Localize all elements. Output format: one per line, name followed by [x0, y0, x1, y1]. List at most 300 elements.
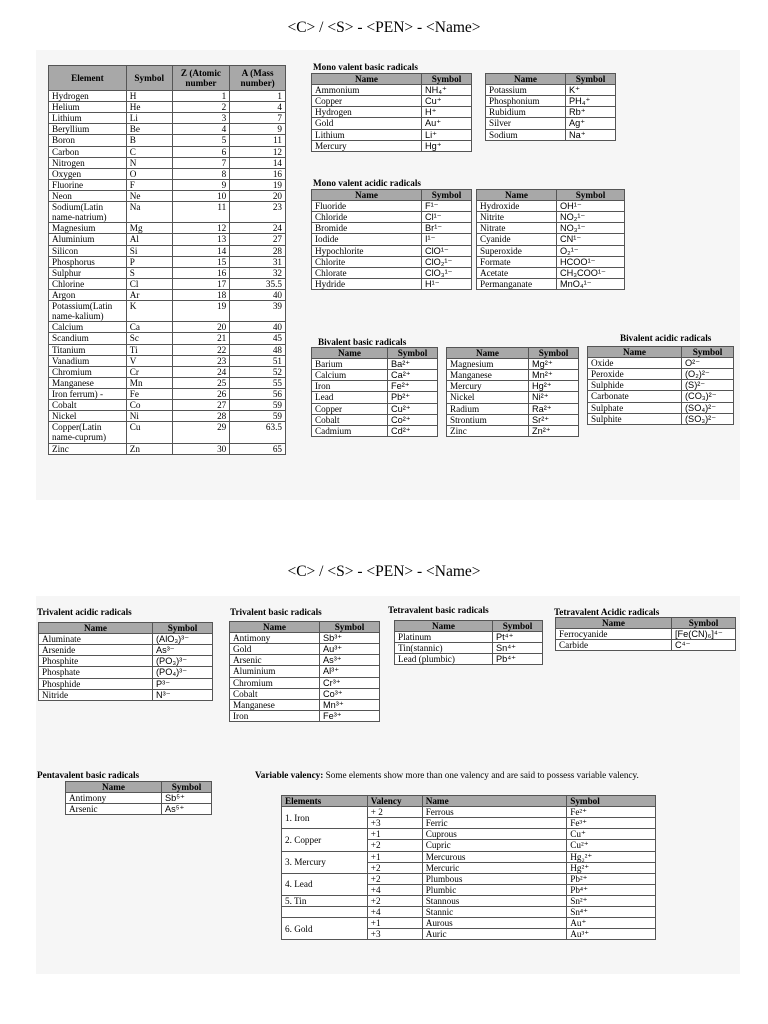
radical-symbol: HCOO¹⁻	[557, 256, 625, 267]
variable-valency-text: Some elements show more than one valency and are said to possess variable valency.	[325, 770, 639, 780]
table-row	[230, 655, 380, 666]
col-symbol: Symbol	[672, 618, 736, 629]
col-symbol: Symbol	[422, 74, 472, 85]
table-row	[282, 829, 656, 840]
atomic-number: 24	[172, 366, 230, 377]
radical-symbol: NH₄⁺	[422, 85, 472, 96]
element-symbol: Cu	[126, 422, 172, 443]
radical-symbol: [Fe(CN)₆]⁴⁻	[672, 629, 736, 640]
tetra-basic-table	[394, 620, 543, 665]
radical-symbol: Hg²⁺	[529, 381, 579, 392]
table-row	[588, 402, 734, 413]
atomic-number: 26	[172, 388, 230, 399]
mass-number: 63.5	[230, 422, 286, 443]
table-row	[312, 267, 472, 278]
title-mono-basic: Mono valent basic radicals	[313, 62, 418, 72]
table-row	[312, 403, 438, 414]
radical-name: Calcium	[312, 370, 388, 381]
vv-name: Mercuric	[422, 862, 567, 873]
mass-number: 12	[230, 146, 286, 157]
table-row	[49, 146, 286, 157]
radical-name: Arsenide	[39, 645, 153, 656]
table-row	[49, 344, 286, 355]
vv-valency: +2	[367, 840, 422, 851]
table-row	[39, 656, 213, 667]
vv-name: Plumbous	[422, 873, 567, 884]
radical-name: Iron	[312, 381, 388, 392]
table-row	[477, 212, 625, 223]
radical-name: Peroxide	[588, 369, 682, 380]
atomic-number: 17	[172, 278, 230, 289]
table-row	[556, 629, 736, 640]
radical-symbol: O²⁻	[682, 358, 734, 369]
atomic-number: 18	[172, 289, 230, 300]
table-row	[486, 118, 616, 129]
table-row	[312, 278, 472, 289]
radical-symbol: Cl¹⁻	[422, 212, 472, 223]
table-row	[49, 400, 286, 411]
radical-name: Nitride	[39, 689, 153, 700]
table-row	[312, 381, 438, 392]
vv-name: Ferrous	[422, 807, 567, 818]
penta-basic-table	[65, 781, 212, 815]
radical-name: Antimony	[66, 793, 162, 804]
table-row	[230, 710, 380, 721]
radical-symbol: Co²⁺	[388, 414, 438, 425]
table-row	[477, 223, 625, 234]
table-row	[230, 666, 380, 677]
table-row	[395, 632, 543, 643]
radical-symbol: NO₂¹⁻	[557, 212, 625, 223]
mass-number: 56	[230, 388, 286, 399]
radical-symbol: (SO₃)²⁻	[682, 413, 734, 424]
radical-symbol: O₂¹⁻	[557, 245, 625, 256]
col-name: Name	[395, 621, 493, 632]
col-name: Name	[312, 74, 422, 85]
atomic-number: 3	[172, 113, 230, 124]
col-name: Name	[556, 618, 672, 629]
mass-number: 28	[230, 245, 286, 256]
element-name: Carbon	[49, 146, 127, 157]
col-name: Name	[477, 190, 557, 201]
table-row	[486, 129, 616, 140]
atomic-number: 5	[172, 135, 230, 146]
vv-symbol: Au³⁺	[567, 929, 656, 940]
mass-number: 19	[230, 179, 286, 190]
table-row	[49, 102, 286, 113]
radical-name: Mercury	[447, 381, 529, 392]
radical-name: Ferrocyanide	[556, 629, 672, 640]
col-name: Name	[588, 347, 682, 358]
element-symbol: B	[126, 135, 172, 146]
element-symbol: O	[126, 168, 172, 179]
radical-symbol: Co³⁺	[320, 688, 380, 699]
table-row	[477, 278, 625, 289]
table-row	[230, 633, 380, 644]
radical-symbol: Cu²⁺	[388, 403, 438, 414]
table-row	[282, 807, 656, 818]
radical-name: Silver	[486, 118, 566, 129]
element-name: Neon	[49, 190, 127, 201]
table-row	[312, 129, 472, 140]
element-symbol: Ni	[126, 411, 172, 422]
mass-number: 40	[230, 289, 286, 300]
table-row	[588, 391, 734, 402]
element-symbol: Co	[126, 400, 172, 411]
radical-name: Antimony	[230, 633, 320, 644]
table-row	[49, 179, 286, 190]
radical-name: Platinum	[395, 632, 493, 643]
atomic-number: 6	[172, 146, 230, 157]
element-name: Chromium	[49, 366, 127, 377]
radical-name: Acetate	[477, 267, 557, 278]
radical-name: Hydrogen	[312, 107, 422, 118]
element-symbol: F	[126, 179, 172, 190]
bi-acidic-table	[587, 346, 734, 425]
radical-name: Phosphonium	[486, 96, 566, 107]
vv-valency: +3	[367, 818, 422, 829]
mass-number: 51	[230, 355, 286, 366]
element-name: Potassium(Latin name-kalium)	[49, 301, 127, 322]
radical-name: Chromium	[230, 677, 320, 688]
vv-col-name: Name	[422, 796, 567, 807]
table-row	[230, 644, 380, 655]
table-row	[39, 634, 213, 645]
mono-basic-table-1	[311, 73, 472, 152]
radical-name: Strontium	[447, 414, 529, 425]
element-symbol: Mn	[126, 377, 172, 388]
radical-symbol: Na⁺	[566, 129, 616, 140]
mass-number: 59	[230, 400, 286, 411]
table-row	[49, 223, 286, 234]
vv-symbol: Hg²⁺	[567, 862, 656, 873]
radical-name: Nitrite	[477, 212, 557, 223]
radical-name: Cadmium	[312, 425, 388, 436]
vv-name: Ferric	[422, 818, 567, 829]
vv-element: 4. Lead	[282, 873, 368, 895]
variable-valency-table	[281, 795, 656, 940]
col-symbol: Symbol	[682, 347, 734, 358]
table-row	[312, 118, 472, 129]
table-row	[49, 91, 286, 102]
col-name: Name	[312, 190, 422, 201]
table-row	[486, 85, 616, 96]
radical-name: Mercury	[312, 140, 422, 151]
table-row	[49, 113, 286, 124]
radical-name: Cyanide	[477, 234, 557, 245]
mass-number: 48	[230, 344, 286, 355]
radical-symbol: Cd²⁺	[388, 425, 438, 436]
radical-symbol: (PO₄)³⁻	[153, 667, 213, 678]
table-row	[312, 234, 472, 245]
table-row	[49, 322, 286, 333]
col-symbol: Symbol	[493, 621, 543, 632]
radical-name: Manganese	[447, 370, 529, 381]
radical-symbol: Rb⁺	[566, 107, 616, 118]
table-row	[486, 107, 616, 118]
radical-symbol: As³⁻	[153, 645, 213, 656]
bi-basic-table-1	[311, 347, 438, 437]
mass-number: 16	[230, 168, 286, 179]
mass-number: 27	[230, 234, 286, 245]
radical-name: Chlorite	[312, 256, 422, 267]
radical-name: Lead	[312, 392, 388, 403]
radical-name: Sodium	[486, 129, 566, 140]
atomic-number: 4	[172, 124, 230, 135]
radical-symbol: PH₄⁺	[566, 96, 616, 107]
col-symbol: Symbol	[153, 623, 213, 634]
vv-col-valency: Valency	[367, 796, 422, 807]
col-symbol: Symbol	[162, 782, 212, 793]
element-symbol: Ca	[126, 322, 172, 333]
mass-number: 45	[230, 333, 286, 344]
element-symbol: Be	[126, 124, 172, 135]
radical-symbol: Pb⁴⁺	[493, 654, 543, 665]
col-symbol: Symbol	[422, 190, 472, 201]
radical-symbol: Ba²⁺	[388, 359, 438, 370]
atomic-number: 7	[172, 157, 230, 168]
element-name: Calcium	[49, 322, 127, 333]
col-name: Name	[447, 348, 529, 359]
vv-element: 2. Copper	[282, 829, 368, 851]
vv-valency: +1	[367, 918, 422, 929]
element-name: Vanadium	[49, 355, 127, 366]
radical-name: Iodide	[312, 234, 422, 245]
col-name: Name	[66, 782, 162, 793]
col-name: Name	[230, 622, 320, 633]
table-row	[312, 96, 472, 107]
table-row	[49, 366, 286, 377]
vv-name: Mercurous	[422, 851, 567, 862]
table-row	[49, 245, 286, 256]
radical-name: Phosphide	[39, 678, 153, 689]
radical-symbol: Al³⁺	[320, 666, 380, 677]
atomic-number: 15	[172, 256, 230, 267]
radical-name: Lead (plumbic)	[395, 654, 493, 665]
col-element: Element	[49, 66, 127, 91]
table-row	[39, 678, 213, 689]
element-symbol: K	[126, 301, 172, 322]
table-row	[49, 234, 286, 245]
mass-number: 24	[230, 223, 286, 234]
element-symbol: Ne	[126, 190, 172, 201]
tri-acidic-table	[38, 622, 213, 701]
radical-name: Cobalt	[312, 414, 388, 425]
radical-name: Nitrate	[477, 223, 557, 234]
radical-name: Aluminate	[39, 634, 153, 645]
element-symbol: Ar	[126, 289, 172, 300]
mass-number: 7	[230, 113, 286, 124]
radical-name: Ammonium	[312, 85, 422, 96]
radical-symbol: Pt⁴⁺	[493, 632, 543, 643]
radical-symbol: Cr³⁺	[320, 677, 380, 688]
radical-name: Chloride	[312, 212, 422, 223]
table-row	[447, 359, 579, 370]
radical-symbol: CH₃COO¹⁻	[557, 267, 625, 278]
vv-symbol: Cu⁺	[567, 829, 656, 840]
table-row	[230, 677, 380, 688]
element-symbol: P	[126, 256, 172, 267]
mass-number: 39	[230, 301, 286, 322]
table-row	[588, 380, 734, 391]
vv-symbol: Pb⁴⁺	[567, 884, 656, 895]
table-row	[49, 443, 286, 454]
element-name: Nickel	[49, 411, 127, 422]
vv-symbol: Au⁺	[567, 918, 656, 929]
radical-symbol: Sb⁵⁺	[162, 793, 212, 804]
mass-number: 14	[230, 157, 286, 168]
radical-symbol: Fe³⁺	[320, 710, 380, 721]
table-row	[39, 689, 213, 700]
radical-name: Fluoride	[312, 201, 422, 212]
variable-valency-note	[255, 770, 639, 780]
atomic-number: 1	[172, 91, 230, 102]
vv-valency: +2	[367, 895, 422, 906]
table-row	[49, 135, 286, 146]
table-row	[282, 907, 656, 918]
element-name: Manganese	[49, 377, 127, 388]
radical-name: Iron	[230, 710, 320, 721]
title-bi-basic: Bivalent basic radicals	[318, 337, 407, 347]
vv-valency: +2	[367, 862, 422, 873]
vv-name: Auric	[422, 929, 567, 940]
radical-symbol: Mg²⁺	[529, 359, 579, 370]
element-symbol: Si	[126, 245, 172, 256]
vv-name: Plumbic	[422, 884, 567, 895]
radical-name: Gold	[230, 644, 320, 655]
radical-symbol: P³⁻	[153, 678, 213, 689]
col-symbol: Symbol	[320, 622, 380, 633]
atomic-number: 22	[172, 344, 230, 355]
page-heading-bottom: <C> / <S> - <PEN> - <Name>	[287, 563, 481, 580]
mass-number: 31	[230, 256, 286, 267]
mass-number: 20	[230, 190, 286, 201]
radical-name: Sulphate	[588, 402, 682, 413]
radical-name: Barium	[312, 359, 388, 370]
radical-symbol: H¹⁻	[422, 278, 472, 289]
element-symbol: Na	[126, 202, 172, 223]
mass-number: 55	[230, 377, 286, 388]
table-row	[49, 267, 286, 278]
element-symbol: Mg	[126, 223, 172, 234]
table-row	[447, 425, 579, 436]
table-row	[49, 355, 286, 366]
vv-valency: + 2	[367, 807, 422, 818]
radical-symbol: Sr²⁺	[529, 414, 579, 425]
table-row	[588, 358, 734, 369]
table-row	[49, 157, 286, 168]
element-name: Beryllium	[49, 124, 127, 135]
radical-name: Arsenic	[230, 655, 320, 666]
element-name: Argon	[49, 289, 127, 300]
radical-symbol: Au⁺	[422, 118, 472, 129]
table-row	[395, 654, 543, 665]
radical-name: Permanganate	[477, 278, 557, 289]
element-symbol: C	[126, 146, 172, 157]
radical-symbol: K⁺	[566, 85, 616, 96]
radical-symbol: (CO₃)²⁻	[682, 391, 734, 402]
radical-symbol: Cu⁺	[422, 96, 472, 107]
radical-name: Gold	[312, 118, 422, 129]
col-symbol: Symbol	[557, 190, 625, 201]
radical-name: Sulphide	[588, 380, 682, 391]
element-symbol: N	[126, 157, 172, 168]
table-row	[282, 895, 656, 906]
vv-valency: +1	[367, 829, 422, 840]
mass-number: 40	[230, 322, 286, 333]
table-row	[49, 377, 286, 388]
radical-symbol: Hg⁺	[422, 140, 472, 151]
tetra-acidic-table	[555, 617, 736, 651]
mass-number: 59	[230, 411, 286, 422]
radical-symbol: I¹⁻	[422, 234, 472, 245]
vv-symbol: Pb²⁺	[567, 873, 656, 884]
table-row	[477, 201, 625, 212]
radical-symbol: F¹⁻	[422, 201, 472, 212]
col-symbol: Symbol	[529, 348, 579, 359]
table-row	[312, 425, 438, 436]
radical-name: Sulphite	[588, 413, 682, 424]
vv-valency: +4	[367, 884, 422, 895]
radical-name: Carbonate	[588, 391, 682, 402]
element-name: Sulphur	[49, 267, 127, 278]
table-row	[312, 256, 472, 267]
elements-table	[48, 65, 286, 455]
element-symbol: Cr	[126, 366, 172, 377]
radical-symbol: Zn²⁺	[529, 425, 579, 436]
table-row	[477, 245, 625, 256]
radical-name: Potassium	[486, 85, 566, 96]
mono-basic-table-2	[485, 73, 616, 141]
table-row	[49, 411, 286, 422]
table-row	[282, 851, 656, 862]
element-name: Iron ferrum) -	[49, 388, 127, 399]
col-name: Name	[39, 623, 153, 634]
element-symbol: Ti	[126, 344, 172, 355]
atomic-number: 13	[172, 234, 230, 245]
table-row	[447, 392, 579, 403]
radical-symbol: Fe²⁺	[388, 381, 438, 392]
element-symbol: Cl	[126, 278, 172, 289]
col-name: Name	[312, 348, 388, 359]
element-name: Helium	[49, 102, 127, 113]
radical-name: Aluminium	[230, 666, 320, 677]
vv-valency: +2	[367, 873, 422, 884]
atomic-number: 11	[172, 202, 230, 223]
element-name: Zinc	[49, 443, 127, 454]
mono-acidic-table-1	[311, 189, 472, 290]
atomic-number: 21	[172, 333, 230, 344]
radical-symbol: NO₃¹⁻	[557, 223, 625, 234]
col-symbol: Symbol	[566, 74, 616, 85]
table-row	[282, 918, 656, 929]
mass-number: 35.5	[230, 278, 286, 289]
element-symbol: Al	[126, 234, 172, 245]
table-row	[49, 289, 286, 300]
table-row	[49, 168, 286, 179]
vv-col-symbol: Symbol	[567, 796, 656, 807]
atomic-number: 29	[172, 422, 230, 443]
radical-symbol: As⁵⁺	[162, 804, 212, 815]
table-row	[49, 190, 286, 201]
radical-symbol: ClO₃¹⁻	[422, 267, 472, 278]
element-name: Chlorine	[49, 278, 127, 289]
mass-number: 23	[230, 202, 286, 223]
radical-symbol: Mn³⁺	[320, 699, 380, 710]
element-symbol: He	[126, 102, 172, 113]
col-mass-number: A (Mass number)	[230, 66, 286, 91]
table-row	[39, 645, 213, 656]
